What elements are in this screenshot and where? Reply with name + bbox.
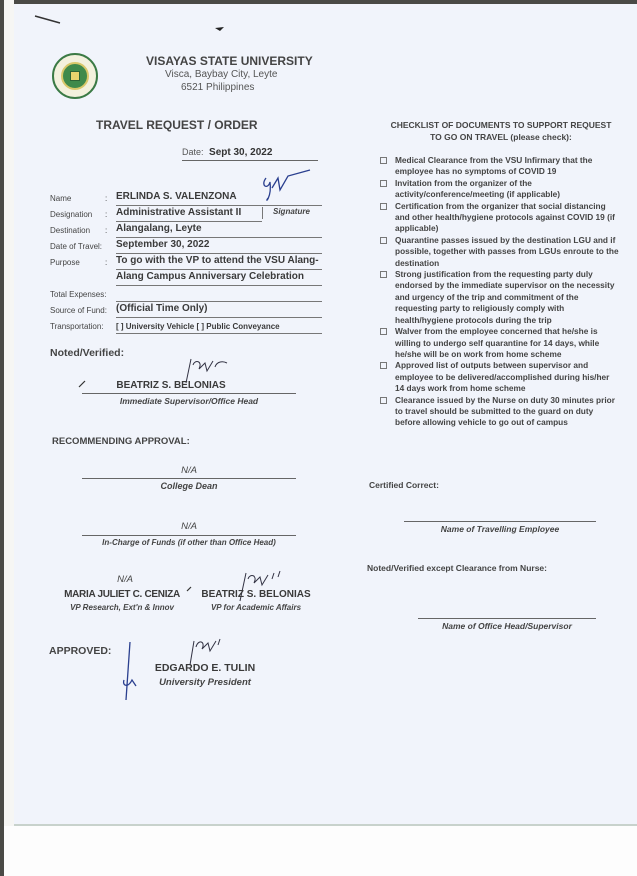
checklist-item-text: Certification from the organizer that social distancing and other health/hygiene protocols against COVID 19 (if applicable)	[395, 200, 615, 234]
checklist-item-text: Invitation from the organizer of the activity/conference/meeting (if applicable)	[395, 177, 561, 200]
checklist-item[interactable]	[380, 155, 620, 178]
checkbox-icon[interactable]	[380, 328, 387, 335]
stray-mark-icon	[34, 14, 64, 26]
field-designation[interactable]	[50, 206, 262, 222]
checklist-item[interactable]	[380, 269, 620, 326]
checkbox-icon[interactable]	[380, 271, 387, 278]
field-destination[interactable]	[50, 222, 322, 238]
date-field[interactable]	[182, 147, 318, 161]
vp-academic-role: VP for Academic Affairs	[210, 603, 302, 612]
field-value: ERLINDA S. VALENZONA	[116, 191, 322, 206]
stray-mark-icon	[214, 25, 226, 33]
checklist	[380, 155, 620, 429]
field-colon: :	[105, 226, 108, 235]
employee-signature-icon	[258, 168, 318, 208]
field-value: (Official Time Only)	[116, 303, 322, 318]
funds-value: N/A	[181, 521, 197, 532]
checklist-item-text: Medical Clearance from the VSU Infirmary that the employee has no symptoms of COVID 19	[395, 155, 593, 177]
university-address-line1: Visca, Baybay City, Leyte	[165, 69, 278, 80]
checklist-item[interactable]	[380, 395, 620, 429]
checkbox-icon[interactable]	[380, 397, 387, 404]
field-colon: :	[105, 194, 108, 203]
scan-edge	[4, 0, 14, 876]
field-source-of-fund[interactable]	[50, 302, 322, 318]
vp-research-role: VP Research, Ext'n & Innov	[70, 603, 174, 612]
supervisor-role: Immediate Supervisor/Office Head	[119, 396, 259, 406]
checklist-item[interactable]	[380, 360, 620, 394]
university-address-line2: 6521 Philippines	[181, 82, 255, 93]
noted-except-nurse-heading: Noted/Verified except Clearance from Nurse:	[367, 563, 547, 573]
checklist-item-text: Clearance issued by the Nurse on duty 30 minutes prior to travel should be submitted to the guard on duty before allowing vehicle to go out of campus	[395, 394, 615, 428]
vp-academic-name: BEATRIZ S. BELONIAS	[201, 589, 311, 600]
field-value: To go with the VP to attend the VSU Alang-	[116, 255, 322, 270]
dean-role: College Dean	[160, 481, 218, 491]
field-value: Alang Campus Anniversary Celebration	[116, 271, 322, 286]
checkbox-icon[interactable]	[380, 203, 387, 210]
field-total-expenses[interactable]	[50, 286, 322, 302]
field-label: Purpose	[50, 258, 80, 267]
field-label: Transportation:	[50, 322, 104, 331]
field-purpose[interactable]	[50, 254, 322, 270]
field-label: Total Expenses:	[50, 290, 107, 299]
checkbox-icon[interactable]	[380, 237, 387, 244]
president-role: University President	[159, 677, 251, 688]
checklist-item-text: Approved list of outputs between supervisor and employee to be delivered/accomplished during his/her 14 days work from home scheme	[395, 360, 610, 394]
checkbox-icon[interactable]	[380, 180, 387, 187]
field-label: Name	[50, 194, 72, 203]
certified-correct-heading: Certified Correct:	[369, 480, 439, 490]
checkbox-icon[interactable]	[380, 157, 387, 164]
checklist-title	[370, 119, 632, 143]
field-colon: :	[105, 210, 108, 219]
field-date-of-travel[interactable]	[50, 238, 322, 254]
dean-signature-line	[82, 478, 296, 479]
dean-value: N/A	[181, 465, 197, 476]
travelling-employee-role: Name of Travelling Employee	[440, 524, 560, 534]
field-value	[116, 287, 322, 302]
noted-verified-heading: Noted/Verified:	[50, 347, 125, 359]
date-value: Sept 30, 2022	[209, 147, 273, 158]
field-transportation[interactable]	[50, 318, 322, 334]
field-label: Source of Fund:	[50, 306, 107, 315]
office-head-signature-line	[418, 618, 596, 619]
field-purpose-cont[interactable]	[50, 270, 322, 286]
checklist-title-line1: CHECKLIST OF DOCUMENTS TO SUPPORT REQUEST	[390, 120, 612, 130]
field-value: September 30, 2022	[116, 239, 322, 254]
office-head-role: Name of Office Head/Supervisor	[442, 621, 572, 631]
approved-heading: APPROVED:	[49, 645, 112, 657]
field-label: Date of Travel:	[50, 242, 103, 251]
funds-signature-line	[82, 535, 296, 536]
signature-label: Signature	[262, 207, 322, 219]
president-name: EDGARDO E. TULIN	[154, 662, 256, 674]
checklist-item[interactable]	[380, 235, 620, 269]
scan-margin	[4, 826, 637, 876]
tick-mark-icon	[186, 585, 194, 593]
supervisor-signature-line	[82, 393, 296, 394]
checkbox-icon[interactable]	[380, 362, 387, 369]
checklist-item-text: Walver from the employee concerned that he/she is willing to undergo self quarantine for 14 days, while he/she will be on work from home scheme	[395, 326, 600, 359]
university-name: VISAYAS STATE UNIVERSITY	[146, 54, 313, 68]
checklist-item-text: Strong justification from the requesting party duly endorsed by the immediate supervisor on the necessity and urgency of the trip and commitment of the requesting party to religiously comply with health/hygiene protocols during the trip	[395, 269, 615, 325]
vp-research-value: N/A	[117, 574, 133, 585]
field-value: Alangalang, Leyte	[116, 223, 322, 238]
form-title: TRAVEL REQUEST / ORDER	[96, 118, 258, 132]
field-label: Destination	[50, 226, 91, 235]
checklist-item[interactable]	[380, 178, 620, 201]
travelling-employee-signature-line	[404, 521, 596, 522]
checklist-title-line2: TO GO ON TRAVEL (please check):	[430, 132, 572, 142]
university-seal-icon	[52, 53, 98, 99]
checklist-item[interactable]	[380, 201, 620, 235]
checklist-item-text: Quarantine passes issued by the destination LGU and if possible, together with passes from LGUs enroute to the destination	[395, 234, 619, 268]
field-label: Designation	[50, 210, 93, 219]
date-label: Date:	[182, 147, 204, 157]
checklist-item[interactable]	[380, 326, 620, 360]
vp-research-name: MARIA JULIET C. CENIZA	[64, 589, 180, 600]
field-value: Administrative Assistant II	[116, 207, 262, 222]
recommending-approval-heading: RECOMMENDING APPROVAL:	[52, 436, 190, 447]
supervisor-name: BEATRIZ S. BELONIAS	[116, 380, 226, 391]
funds-role: In-Charge of Funds (if other than Office Head)	[102, 538, 276, 547]
initial-signature-icon	[118, 640, 142, 702]
field-colon: :	[105, 258, 108, 267]
field-value: [ ] University Vehicle [ ] Public Conveyance	[116, 322, 322, 334]
